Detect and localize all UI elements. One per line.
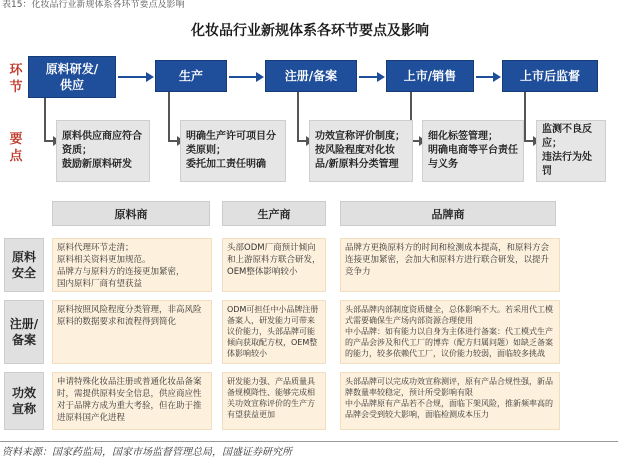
impact-cell-efficacy-supplier: 申请特殊化妆品注册或普通化妆品备案时，需提供原料安全信息，供应商应性对于品牌方成为重大考验，但在助于推进原料国产化进程 [52,372,212,430]
footer-divider [0,441,618,442]
impact-row-label-raw-safety: 原料 安全 [4,238,44,292]
impact-cell-raw-safety-supplier: 原料代理环节走清； 原料相关资料更加规范。 品牌方与原料方的连接更加紧密， 国内原料厂商有望获益 [52,238,212,292]
stage-box-market: 上市/销售 [386,60,474,92]
column-header-brand: 品牌商 [340,201,556,226]
impact-row-label-registration: 注册/ 备案 [4,300,44,364]
impact-cell-registration-brand: 头部品牌内部制度资质健全，总体影响不大。若采用代工模式需要确保生产场内部资源合理使用 中小品牌：如有能力以自身为主体进行备案：代工模式生产的产品会涉及和代工厂的博弈（配方归属问题）如缺乏备案的能力，较多依赖代工厂，议价能力较弱，面临较多挑战 [340,300,560,364]
connector-post-market [524,92,534,142]
stage-box-production: 生产 [155,60,227,92]
flow-arrow-4 [476,76,499,78]
column-header-raw-supplier: 原料商 [52,201,210,226]
flow-arrow-3 [359,76,383,78]
connector-raw-material [44,98,54,142]
connector-registration [297,92,307,142]
impact-cell-raw-safety-brand: 品牌方更换原料方的时间和检测成本提高，和原料方会连接更加紧密，会加大和原料方进行联合研发，以提升竞争力 [340,238,560,292]
stage-box-raw-material: 原料研发/ 供应 [28,56,116,98]
impact-row-label-efficacy: 功效 宣称 [4,372,44,430]
diagram-title: 化妆品行业新规体系各环节要点及影响 [191,23,429,39]
row-label-stage: 环节 [9,63,23,95]
flow-arrow-2 [229,76,262,78]
impact-cell-efficacy-brand: 头部品牌可以完成功效宣称测评，原有产品合规性强，新品牌数量率较稳定，预计所受影响有限 中小品牌原有产品若不合规，面临下架风险，推新频率高的品牌会受到较大影响，面临检测成本压力 [340,372,560,430]
impact-cell-efficacy-manufacturer: 研发能力强、产品质量具备规模降性、能够完成相关功效宣称评价的生产方有望获益更加 [222,372,326,430]
source-footnote: 资料来源：国家药监局，国家市场监督管理总局，国盛证券研究所 [2,447,292,458]
stage-box-registration: 注册/备案 [265,60,357,92]
stage-box-post-market: 上市后监督 [502,60,598,92]
flow-arrow-1 [118,76,152,78]
requirement-registration: 功效宣称评价制度； 按风险程度对化妆品/新原料分类管理 [309,120,413,182]
figure-caption: 表15：化妆品行业新规体系各环节要点及影响 [2,0,185,10]
requirement-post-market: 监测不良反应； 违法行为处罚 [536,120,606,182]
requirement-market: 细化标签管理； 明确电商等平台责任与义务 [422,120,524,182]
requirement-production: 明确生产许可项目分类原则； 委托加工责任明确 [180,120,286,182]
impact-cell-registration-manufacturer: ODM可担任中小品牌注册备案人，研发能力可带来议价能力，头部品牌可能倾向获取配方权，OEM整体影响较小 [222,300,326,364]
impact-cell-registration-supplier: 原料按照风险程度分类管理，非高风险原料的数据要求和流程得到简化 [52,300,212,364]
requirement-raw-material: 原料供应商应符合资质； 鼓励新原料研发 [56,120,150,182]
connector-production [168,92,178,142]
row-label-points: 要点 [9,132,23,164]
impact-cell-raw-safety-manufacturer: 头部ODM厂商预计倾向和上游原料方联合研发，OEM整体影响较小 [222,238,326,292]
column-header-manufacturer: 生产商 [222,201,326,226]
